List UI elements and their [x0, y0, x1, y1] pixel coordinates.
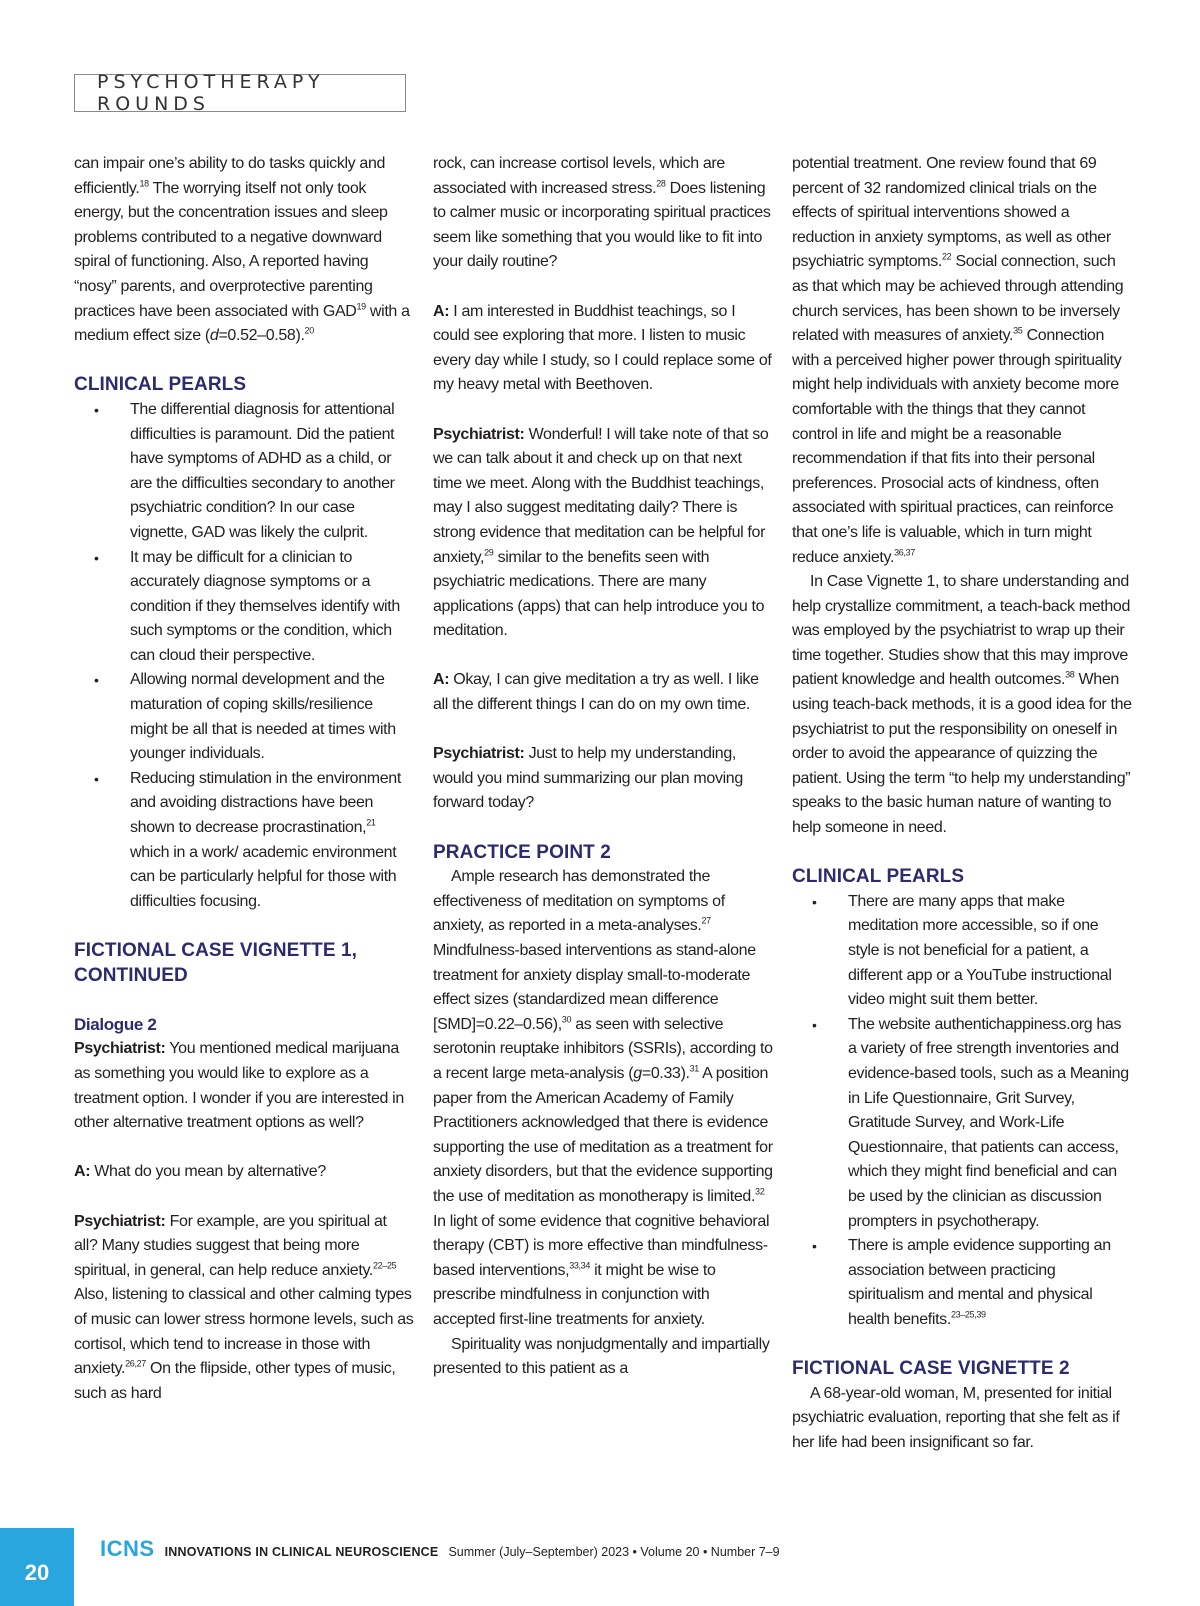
paragraph: Spirituality was nonjudgmentally and impartially presented to this patient as a: [433, 1335, 770, 1378]
paragraph: rock, can increase cortisol levels, which are associated with increased stress.$^{28}$ Does listening to calmer music or incorporating spiritual practices seem like something that you would like to fit into your daily routine?: [433, 155, 771, 271]
speaker-label: A:: [74, 1163, 91, 1181]
dialogue-line: [433, 423, 773, 644]
clinical-pearls-list: [74, 398, 414, 914]
paragraph: In Case Vignette 1, to share understanding and help crystallize commitment, a teach-back method was employed by the psychiatrist to wrap up their time together. Studies show that this may improve patient knowledge and health outcomes.$^{38}$ When using teach-back methods, it is a good idea for the psychiatrist to put the responsibility on oneself in order to avoid the appearance of quizzing the patient. Using the term “to help my understanding” speaks to the basic human nature of wanting to help someone in need.: [792, 573, 1132, 837]
journal-issue: Summer (July–September) 2023 • Volume 20 • Number 7–9: [448, 1545, 780, 1559]
clinical-pearls-list: [792, 890, 1132, 1333]
dialogue-text: Just to help my understanding, would you mind summarizing our plan moving forward today?: [433, 745, 743, 812]
column-2: [433, 152, 773, 1382]
practice-point-heading: PRACTICE POINT 2: [433, 841, 611, 863]
paragraph: A 68-year-old woman, M, presented for initial psychiatric evaluation, reporting that she felt as if her life had been insignificant so far.: [792, 1384, 1120, 1451]
page-number: 20: [24, 1560, 50, 1585]
dialogue-text: Okay, I can give meditation a try as well. I like all the different things I can do on my own time.: [433, 671, 759, 714]
dialogue-text: Wonderful! I will take note of that so we can talk about it and check up on that next time we meet. Along with the Buddhist teachings, may I also suggest meditating daily? There is strong evidence that meditation can be helpful for anxiety,$^{29}$ similar to the benefits seen with psychiatric medications. There are many applications (apps) that can help introduce you to meditation.: [433, 425, 769, 640]
list-item: • Reducing stimulation in the environment and avoiding distractions have been shown to decrease procrastination,$^{21}$ which in a work/ academic environment can be particularly helpful for those with difficulties focusing.: [74, 767, 414, 915]
speaker-label: Psychiatrist:: [74, 1040, 166, 1058]
list-item: • The website authentichappiness.org has a variety of free strength inventories and evidence-based tools, such as a Meaning in Life Questionnaire, Grit Survey, Gratitude Survey, and Work-Life Questionnaire, that patients can access, which they might find beneficial and can be used by the clinician as discussion prompters in psychotherapy.: [792, 1013, 1132, 1234]
clinical-pearls-heading: CLINICAL PEARLS: [792, 866, 965, 888]
journal-name: INNOVATIONS IN CLINICAL NEUROSCIENCE: [164, 1545, 439, 1559]
section-header: [74, 71, 406, 115]
speaker-label: A:: [433, 671, 450, 689]
paragraph: can impair one’s ability to do tasks quickly and efficiently.$^{18}$ The worrying itself not only took energy, but the concentration issues and sleep problems contributed to a negative downward spiral of functioning. Also, A reported having “nosy” parents, and overprotective parenting practices have been associated with GAD$^{19}$ with a medium effect size (d=0.52–0.58).$^{20}$: [74, 155, 410, 345]
column-3: [792, 152, 1132, 1455]
dialogue-line: [74, 1210, 414, 1407]
dialogue-text: I am interested in Buddhist teachings, so I could see exploring that more. I listen to music every day while I study, so I could replace some of my heavy metal with Beethoven.: [433, 302, 772, 394]
speaker-label: Psychiatrist:: [74, 1212, 166, 1230]
list-item: • There is ample evidence supporting an association between practicing spiritualism and mental and physical health benefits.$^{23-25,39}$: [792, 1234, 1132, 1332]
paragraph: Ample research has demonstrated the effectiveness of meditation on symptoms of anxiety, as reported in a meta-analyses.$^{27}$ Mindfulness-based interventions as stand-alone treatment for anxiety display small-to-moderate effect sizes (standardized mean difference [SMD]=0.22–0.56),$^{30}$ as seen with selective serotonin reuptake inhibitors (SSRIs), according to a recent large meta-analysis (g=0.33).$^{31}$ A position paper from the American Academy of Family Practitioners acknowledged that there is evidence supporting the use of meditation as a treatment for anxiety disorders, but that the evidence supporting the use of meditation as monotherapy is limited.$^{32}$ In light of some evidence that cognitive behavioral therapy (CBT) is more effective than mindfulness-based interventions,$^{33,34}$ it might be wise to prescribe mindfulness in conjunction with accepted first-line treatments for anxiety.: [433, 868, 773, 1328]
list-item: • The differential diagnosis for attentional difficulties is paramount. Did the patient have symptoms of ADHD as a child, or are the difficulties secondary to another psychiatric condition? In our case vignette, GAD was likely the culprit.: [74, 398, 414, 546]
column-1: [74, 152, 414, 1406]
case-vignette-2-heading: FICTIONAL CASE VIGNETTE 2: [792, 1358, 1070, 1380]
dialogue-text: You mentioned medical marijuana as something you would like to explore as a treatment option. I wonder if you are interested in other alternative treatment options as well?: [74, 1040, 404, 1132]
journal-logo: ICNS: [100, 1536, 155, 1561]
section-title: PSYCHOTHERAPY ROUNDS: [97, 71, 325, 115]
page-number-box: [0, 1528, 74, 1606]
list-item: • It may be difficult for a clinician to accurately diagnose symptoms or a condition if they themselves identify with such symptoms or the condition, which can cloud their perspective.: [74, 546, 414, 669]
dialogue-text: What do you mean by alternative?: [90, 1163, 326, 1181]
dialogue-line: [74, 1037, 414, 1135]
page-footer: [0, 1528, 1200, 1606]
speaker-label: A:: [433, 302, 450, 320]
dialogue-line: [74, 1160, 414, 1185]
dialogue-title: Dialogue 2: [74, 1014, 157, 1034]
dialogue-line: [433, 668, 773, 717]
speaker-label: Psychiatrist:: [433, 745, 525, 763]
dialogue-line: [433, 742, 773, 816]
dialogue-text: For example, are you spiritual at all? Many studies suggest that being more spiritual, in general, can help reduce anxiety.$^{22-25}$ Also, listening to classical and other calming types of music can lower stress hormone levels, such as cortisol, which tend to increase in those with anxiety.$^{26,27}$ On the flipside, other types of music, such as hard: [74, 1212, 414, 1402]
speaker-label: Psychiatrist:: [433, 425, 525, 443]
clinical-pearls-heading: CLINICAL PEARLS: [74, 374, 247, 396]
paragraph: potential treatment. One review found that 69 percent of 32 randomized clinical trials on the effects of spiritual interventions showed a reduction in anxiety symptoms, as well as other psychiatric symptoms.$^{22}$ Social connection, such as that which may be achieved through attending church services, has been shown to be inversely related with measures of anxiety.$^{35}$ Connection with a perceived higher power through spirituality might help individuals with anxiety become more comfortable with the things that they cannot control in life and might be a reasonable recommendation if that fits into their personal preferences. Prosocial acts of kindness, often associated with spiritual practices, can reinforce that one’s life is valuable, which in turn might reduce anxiety.$^{36,37}$: [792, 155, 1124, 566]
list-item: • There are many apps that make meditation more accessible, so if one style is not beneficial for a patient, a different app or a YouTube instructional video might suit them better.: [792, 890, 1132, 1013]
list-item: • Allowing normal development and the maturation of coping skills/resilience might be all that is needed at times with younger individuals.: [74, 668, 414, 766]
case-vignette-heading: FICTIONAL CASE VIGNETTE 1, CONTINUED: [74, 940, 358, 986]
dialogue-line: [433, 300, 773, 398]
journal-info: [100, 1536, 780, 1562]
